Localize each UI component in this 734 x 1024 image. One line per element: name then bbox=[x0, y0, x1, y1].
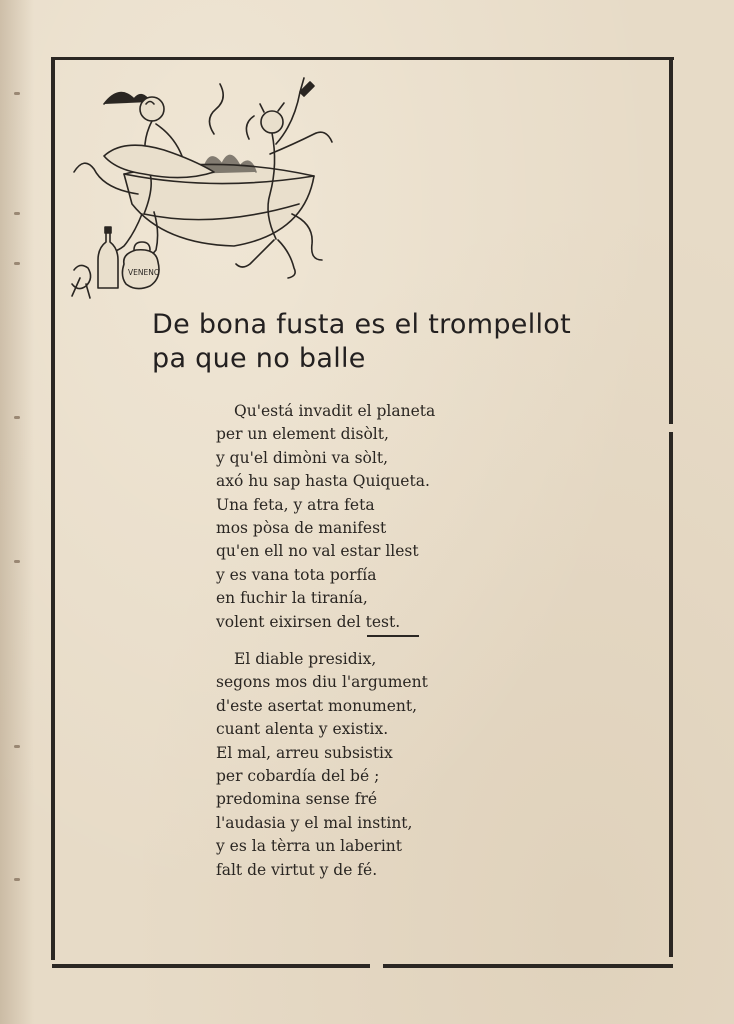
frame-left-line bbox=[51, 57, 55, 960]
frame-right-line-upper bbox=[669, 57, 673, 424]
verse-line: volent eixirsen del test. bbox=[216, 612, 401, 631]
poison-jar-label: VENENO bbox=[128, 268, 160, 277]
verse-line: y qu'el dimòni va sòlt, bbox=[216, 448, 389, 467]
poem-title-line-2: pa que no balle bbox=[152, 343, 366, 374]
verse-line: El diable presidix, bbox=[234, 650, 377, 668]
binding-stitch bbox=[14, 262, 20, 265]
stanza-separator bbox=[367, 635, 419, 637]
verse-line: mos pòsa de manifest bbox=[216, 519, 387, 538]
verse-line: per un element disòlt, bbox=[216, 425, 389, 444]
binding-stitch bbox=[14, 212, 20, 215]
devils-cauldron-illustration bbox=[64, 64, 364, 304]
binding-stitch bbox=[14, 416, 20, 419]
verse-line: cuant alenta y existix. bbox=[216, 720, 389, 739]
verse-line: El mal, arreu subsistix bbox=[216, 743, 393, 762]
binding-stitch bbox=[14, 745, 20, 748]
verse-line: en fuchir la tiranía, bbox=[216, 589, 368, 608]
verse-line: y es vana tota porfía bbox=[216, 565, 377, 584]
verse-line: axó hu sap hasta Quiqueta. bbox=[216, 472, 430, 491]
verse-line: Qu'está invadit el planeta bbox=[234, 402, 436, 420]
binding-stitch bbox=[14, 560, 20, 563]
verse-line: y es la tèrra un laberint bbox=[216, 837, 403, 856]
verse-line: Una feta, y atra feta bbox=[216, 495, 375, 514]
verse-line: predomina sense fré bbox=[216, 790, 378, 809]
verse-line: segons mos diu l'argument bbox=[216, 673, 428, 692]
verse-line: qu'en ell no val estar llest bbox=[216, 542, 419, 561]
stanza-1 bbox=[216, 400, 516, 634]
frame-top-line bbox=[52, 57, 674, 60]
verse-line: falt de virtut y de fé. bbox=[216, 860, 378, 879]
verse-line: l'audasia y el mal instint, bbox=[216, 813, 413, 832]
frame-right-line-lower bbox=[669, 432, 673, 957]
verse-line: per cobardía del bé ; bbox=[216, 767, 380, 786]
binding-stitch bbox=[14, 878, 20, 881]
poem-title-line-1: De bona fusta es el trompellot bbox=[152, 309, 572, 340]
frame-bottom-line-right bbox=[383, 964, 673, 968]
binding-stitch bbox=[14, 92, 20, 95]
poem-title bbox=[152, 308, 622, 376]
binding-edge bbox=[0, 0, 34, 1024]
frame-bottom-line-left bbox=[52, 964, 370, 968]
verse-line: d'este asertat monument, bbox=[216, 696, 418, 715]
stanza-2 bbox=[216, 648, 516, 882]
